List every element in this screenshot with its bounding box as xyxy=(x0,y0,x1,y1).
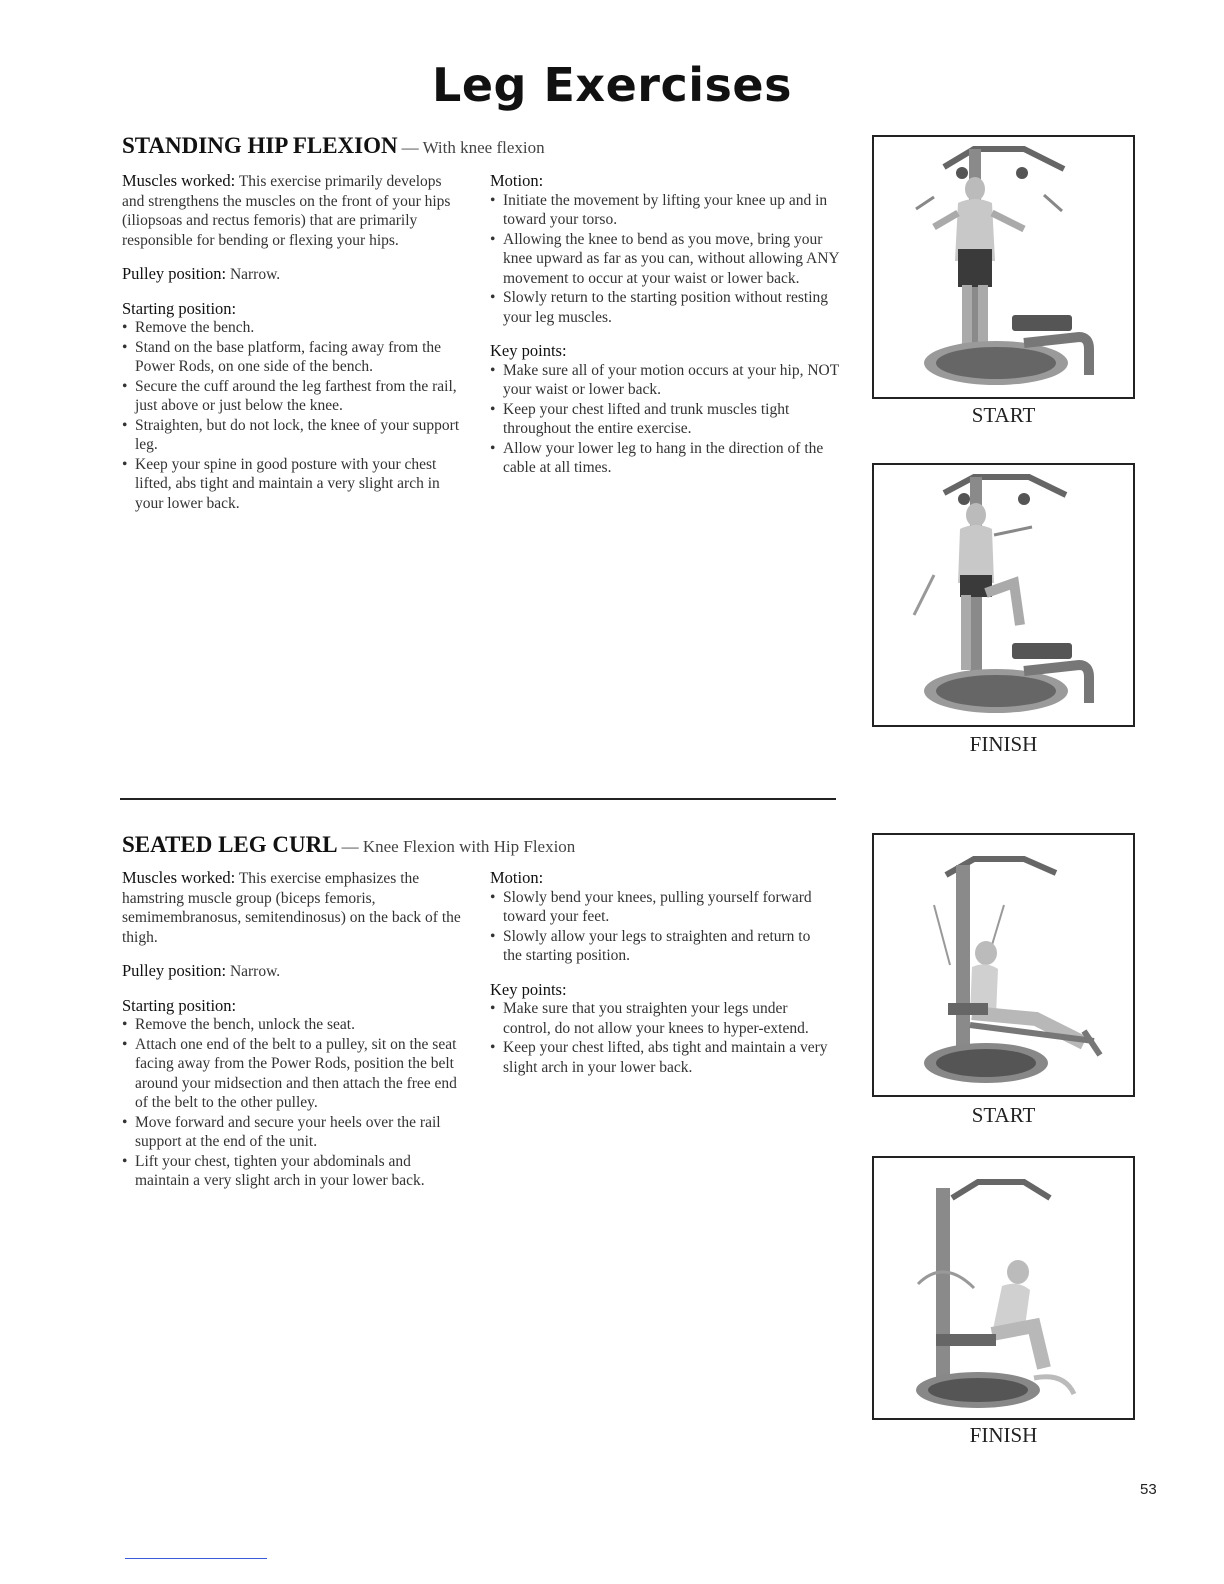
motion-list xyxy=(490,888,830,966)
leg-curl-right-column xyxy=(490,868,830,1091)
pulley-position-paragraph xyxy=(122,264,467,285)
hip-flexion-start-photo xyxy=(872,135,1135,399)
pulley-position-label: Pulley position: xyxy=(122,961,227,980)
list-item: • Slowly return to the starting position without resting your leg muscles. xyxy=(490,288,842,327)
list-item: • Make sure that you straighten your legs under control, do not allow your knees to hyper-extend. xyxy=(490,999,830,1038)
section-subtitle: — With knee flexion xyxy=(401,138,545,157)
hip-flexion-finish-caption: FINISH xyxy=(969,732,1038,756)
section-title: STANDING HIP FLEXION xyxy=(122,133,398,158)
list-item: • Allow your lower leg to hang in the direction of the cable at all times. xyxy=(490,439,842,478)
leg-curl-start-caption: START xyxy=(971,1103,1036,1127)
starting-position-list xyxy=(122,1015,467,1191)
motion-label: Motion: xyxy=(490,171,544,190)
starting-position-list xyxy=(122,318,467,513)
starting-position-label: Starting position: xyxy=(122,995,237,1015)
motion-label: Motion: xyxy=(490,868,544,887)
hip-flexion-start-caption: START xyxy=(971,403,1036,427)
footer-line xyxy=(125,1558,267,1559)
list-item: • Slowly allow your legs to straighten and return to the starting position. xyxy=(490,927,830,966)
list-item: • Remove the bench, unlock the seat. xyxy=(122,1015,467,1035)
seated-leg-curl-heading xyxy=(122,832,575,858)
leg-curl-left-column xyxy=(122,868,467,1205)
list-item: • Keep your chest lifted, abs tight and maintain a very slight arch in your lower back. xyxy=(490,1038,830,1077)
list-item: • Make sure all of your motion occurs at your hip, NOT your waist or lower back. xyxy=(490,361,842,400)
key-points-label: Key points: xyxy=(490,979,567,999)
hip-flexion-left-column xyxy=(122,171,467,527)
pulley-position-paragraph xyxy=(122,961,467,982)
pulley-position-label: Pulley position: xyxy=(122,264,227,283)
hip-flexion-right-column xyxy=(490,171,842,492)
muscles-worked-label: Muscles worked: xyxy=(122,171,236,190)
standing-exercise-illustration xyxy=(874,137,1133,397)
leg-curl-start-photo xyxy=(872,833,1135,1097)
muscles-worked-paragraph xyxy=(122,868,467,947)
list-item: • Remove the bench. xyxy=(122,318,467,338)
list-item: • Stand on the base platform, facing away from the Power Rods, on one side of the bench. xyxy=(122,338,467,377)
pulley-position-text: Narrow. xyxy=(229,266,281,283)
page-number: 53 xyxy=(1140,1481,1157,1498)
list-item: • Allowing the knee to bend as you move, bring your knee upward as far as you can, without allowing ANY movement to occur at your waist or lower back. xyxy=(490,230,842,289)
pulley-position-text: Narrow. xyxy=(229,963,281,980)
seated-exercise-illustration xyxy=(874,835,1133,1095)
leg-curl-finish-photo xyxy=(872,1156,1135,1420)
hip-flexion-finish-photo xyxy=(872,463,1135,727)
key-points-list xyxy=(490,999,830,1077)
muscles-worked-text: This exercise primarily develops and strengthens the muscles on the front of your hips (iliopsoas and rectus femoris) that are primarily responsible for bending or flexing your hips. xyxy=(122,173,451,249)
list-item: • Keep your spine in good posture with your chest lifted, abs tight and maintain a very slight arch in your lower back. xyxy=(122,455,467,514)
list-item: • Move forward and secure your heels over the rail support at the end of the unit. xyxy=(122,1113,467,1152)
section-subtitle: — Knee Flexion with Hip Flexion xyxy=(341,837,576,856)
standing-hip-flexion-heading xyxy=(122,133,545,159)
list-item: • Attach one end of the belt to a pulley, sit on the seat facing away from the Power Rods, position the belt around your midsection and then attach the free end of the belt to the other pulley. xyxy=(122,1035,467,1113)
list-item: • Initiate the movement by lifting your knee up and in toward your torso. xyxy=(490,191,842,230)
list-item: • Secure the cuff around the leg farthest from the rail, just above or just below the knee. xyxy=(122,377,467,416)
section-title: SEATED LEG CURL xyxy=(122,832,338,857)
leg-curl-finish-caption: FINISH xyxy=(969,1423,1038,1447)
page-title: Leg Exercises xyxy=(432,58,792,112)
standing-exercise-illustration xyxy=(874,465,1133,725)
muscles-worked-label: Muscles worked: xyxy=(122,868,236,887)
starting-position-label: Starting position: xyxy=(122,298,237,318)
key-points-label: Key points: xyxy=(490,341,567,360)
seated-exercise-illustration xyxy=(874,1158,1133,1418)
list-item: • Straighten, but do not lock, the knee of your support leg. xyxy=(122,416,467,455)
list-item: • Slowly bend your knees, pulling yourself forward toward your feet. xyxy=(490,888,830,927)
section-divider xyxy=(120,798,836,800)
motion-list xyxy=(490,191,842,328)
muscles-worked-paragraph xyxy=(122,171,467,250)
key-points-list xyxy=(490,361,842,478)
list-item: • Keep your chest lifted and trunk muscles tight throughout the entire exercise. xyxy=(490,400,842,439)
muscles-worked-text: This exercise emphasizes the hamstring muscle group (biceps femoris, semimembranosus, semitendinosus) on the back of the thigh. xyxy=(122,870,461,946)
list-item: • Lift your chest, tighten your abdominals and maintain a very slight arch in your lower back. xyxy=(122,1152,467,1191)
